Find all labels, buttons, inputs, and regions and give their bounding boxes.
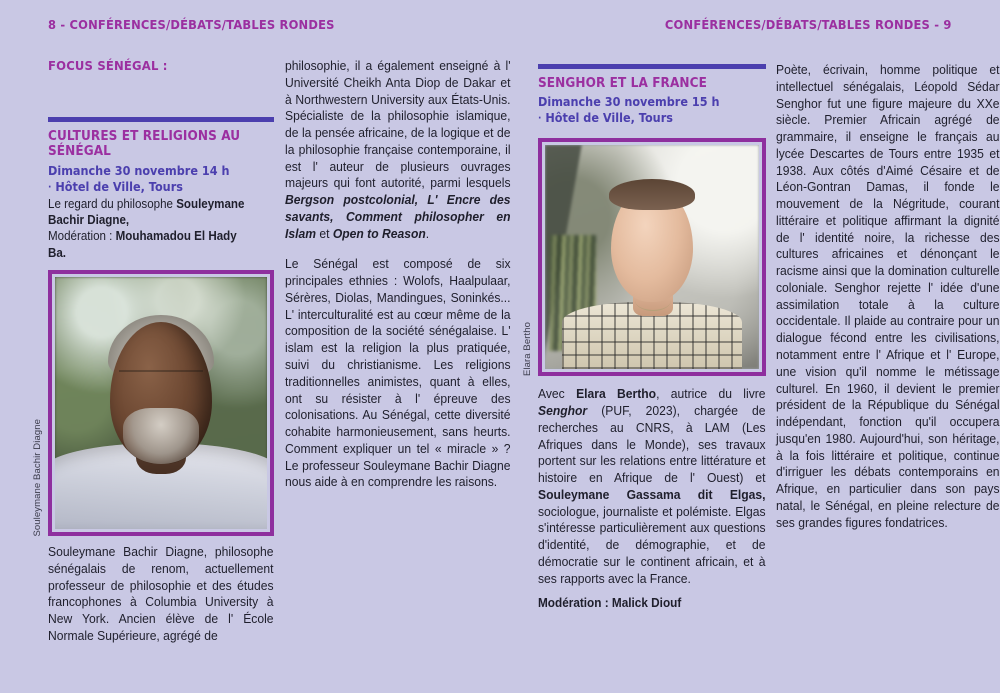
running-head-left: 8 - CONFÉRENCES/DÉBATS/TABLES RONDES — [48, 17, 335, 32]
event-1-body-2-text: philosophie, il a également enseigné à l' Université Cheikh Anta Diop de Dakar et à Northwestern University aux États-Unis. Spécialiste de la philosophie islamique, de la pensée africaine, de la logique et de la philosophie française contemporaine, il est l' auteur de plusieurs ouvrages majeurs qui font autorité, parmi lesquels — [285, 59, 511, 191]
book-titles-join: et — [315, 226, 333, 241]
event-2-photo-block — [522, 138, 766, 377]
portrait-elara-bertho — [545, 145, 759, 369]
portrait-souleymane-bachir-diagne — [55, 277, 267, 529]
event-2-date: Dimanche 30 novembre 15 h — [538, 94, 720, 110]
event-2-place-label: Hôtel de Ville, Tours — [545, 110, 673, 126]
event-2-with-prefix: Avec — [538, 387, 577, 402]
event-1-photo-credit: Souleymane Bachir Diagne — [32, 418, 43, 537]
event-1-place — [48, 179, 251, 194]
event-2-place — [538, 110, 743, 125]
event-1-photo-block — [32, 270, 274, 537]
photo-fringe — [609, 179, 695, 210]
event-1-moderation-label: Modération : — [48, 229, 116, 244]
book-titles-1: Bergson postcolonial, L' Encre des savants, Comment philosopher en Islam — [285, 193, 511, 241]
event-2-rule — [538, 64, 766, 69]
column-3 — [522, 58, 766, 685]
event-1-speaker-prefix: Le regard du philosophe — [48, 196, 177, 211]
event-2-body-column-4: Poète, écrivain, homme politique et intellectuel sénégalais, Léopold Sédar Senghor fut une figure majeure du XXe siècle. Premier Africain agrégé de grammaire, il enseigne le français au lycée Descartes de Tours entre 1935 et 1938. Aux côtés d'Aimé Césaire et de Léon-Gontran Damas, il fonde le mouvement de la Négritude, courant littéraire et politique affirmant la dignité de l' identité noire, la richesse des cultures africaines et dénonçant le racisme ainsi que la domination culturelle coloniale. Senghor rejette l' idée d'une assimilation totale à la culture occidentale. Il plaide au contraire pour un dialogue fécond entre les civilisations, notamment entre l' Afrique et l' Europe, une vision qu'il nomme le métissage culturel. En 1960, il devient le premier président de la République du Sénégal indépendant, fonction qu'il occupera jusqu'en 1980. Aujourd'hui, son héritage, à la fois littéraire et politique, continue d'irriguer les débats contemporains en Afrique, en particulier dans son pays natal, le Sénégal, en pleine relecture de ses grandes figures fondatrices. — [776, 63, 1000, 530]
bullet-icon: · — [538, 113, 542, 125]
event-1-body-column-1: Souleymane Bachir Diagne, philosophe sénégalais de renom, actuellement professeur de philosophie et des études francophones à Columbia University à New York. Ancien élève de l' École Normale Supérieure, agrégé de — [48, 545, 274, 643]
photo-beard — [123, 408, 199, 463]
event-1-body-column-2-b: Le Sénégal est composé de six principales ethnies : Wolofs, Haalpulaar, Sérères, Diolas, Mandingues, Soninkés... L' interculturalité est au cœur même de la composition de la société sénégalaise. L' islam est la religion la plus pratiquée, suivi du christianisme. Les religions traditionnelles animistes, quant à elles, ont su résister à l' épreuve des colonisations. Au Sénégal, cette diversité cohabite harmonieusement, sans heurts. Comment expliquer un tel « miracle » ? Le professeur Souleymane Bachir Diagne nous aide à en comprendre les raisons. — [285, 257, 511, 490]
book-titles-end: . — [425, 226, 430, 241]
event-1-body-column-2-a — [285, 58, 511, 242]
event-1-place-label: Hôtel de Ville, Tours — [55, 178, 183, 194]
event-2-photo-credit: Elara Bertho — [522, 322, 533, 377]
book-titles-2: Open to Reason — [332, 226, 426, 241]
column-grid — [32, 58, 1000, 685]
event-2-body-cont: (PUF, 2023), chargée de recherches au CNRS, à LAM (Les Afriques dans le Monde), ses travaux portent sur les relations entre littérature et histoire en Afrique de l' Ouest) et — [538, 404, 766, 486]
column-2 — [285, 58, 511, 685]
focus-label: FOCUS SÉNÉGAL : — [48, 58, 168, 73]
speaker-souleymane-gassama: Souleymane Gassama dit Elgas, — [538, 487, 766, 502]
book-title-senghor: Senghor — [538, 404, 588, 419]
event-1-speaker — [48, 196, 256, 261]
speaker-elara-bertho: Elara Bertho — [576, 387, 657, 402]
event-2-body-end: sociologue, journaliste et polémiste. Elgas s'intéresse particulièrement aux questions d'identité, de démographie, et de démocratie sur le continent africain, et à ses rapports avec la France. — [538, 504, 766, 586]
running-head-right: CONFÉRENCES/DÉBATS/TABLES RONDES - 9 — [665, 17, 952, 32]
photo-glasses — [119, 370, 204, 395]
event-2-photo-frame — [538, 138, 766, 376]
event-2-moderation: Modération : Malick Diouf — [538, 594, 682, 610]
event-1-date: Dimanche 30 novembre 14 h — [48, 162, 230, 178]
event-2-book-lead: , autrice du livre — [656, 387, 766, 402]
event-2-body — [538, 386, 766, 587]
event-2-title: SENGHOR ET LA FRANCE — [538, 76, 707, 91]
event-1-photo-frame — [48, 270, 274, 536]
event-1-title: CULTURES ET RELIGIONS AU SÉNÉGAL — [48, 129, 241, 160]
column-1 — [32, 58, 274, 685]
column-4 — [776, 58, 1000, 685]
event-1-rule — [48, 117, 274, 122]
event-1-speaker-name: Souleymane Bachir Diagne, — [48, 196, 245, 228]
bullet-icon: · — [48, 181, 52, 193]
event-1-moderation-name: Mouhamadou El Hady Ba. — [48, 229, 237, 260]
